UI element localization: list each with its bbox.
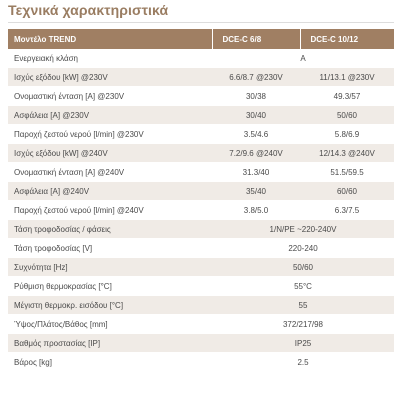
row-value-model-b: 49.3/57 — [300, 87, 394, 106]
merged-value-text: 55°C — [294, 281, 312, 291]
row-label: Βάρος [kg] — [8, 353, 212, 372]
merged-value-text: 2.5 — [297, 357, 309, 367]
table-row — [8, 353, 394, 372]
table-row — [8, 258, 394, 277]
table-row — [8, 68, 394, 87]
merged-value-text: 50/60 — [292, 262, 314, 272]
row-label: Τάση τροφοδοσίας / φάσεις — [8, 220, 212, 239]
row-value-model-b: 60/60 — [300, 182, 394, 201]
table-row — [8, 315, 394, 334]
row-label: Ονομαστική ένταση [A] @230V — [8, 87, 212, 106]
row-value-model-b: 51.5/59.5 — [300, 163, 394, 182]
row-label: Βαθμός προστασίας [IP] — [8, 334, 212, 353]
row-label: Ασφάλεια [A] @240V — [8, 182, 212, 201]
row-label: Ισχύς εξόδου [kW] @240V — [8, 144, 212, 163]
row-label: Συχνότητα [Hz] — [8, 258, 212, 277]
table-row — [8, 125, 394, 144]
section-title: Τεχνικά χαρακτηριστικά — [8, 2, 169, 18]
row-label: Ονομαστική ένταση [A] @240V — [8, 163, 212, 182]
specifications-table — [8, 29, 394, 372]
row-value-model-b: 6.3/7.5 — [300, 201, 394, 220]
row-label: Παροχή ζεστού νερού [l/min] @230V — [8, 125, 212, 144]
row-value-model-b: 12/14.3 @240V — [300, 144, 394, 163]
row-label: Ρύθμιση θερμοκρασίας [°C] — [8, 277, 212, 296]
row-value-model-a: 30/40 — [212, 106, 300, 125]
row-value-model-a: 31.3/40 — [212, 163, 300, 182]
merged-value-text: 372/217/98 — [282, 319, 324, 329]
table-body — [8, 49, 394, 372]
header-model-b: DCE-C 10/12 — [300, 29, 394, 49]
row-value-model-b: 50/60 — [300, 106, 394, 125]
table-row — [8, 201, 394, 220]
row-value-merged — [212, 296, 394, 315]
merged-value-text: IP25 — [294, 338, 312, 348]
header-model-label: Μοντέλο TREND — [8, 29, 212, 49]
row-label: Ασφάλεια [A] @230V — [8, 106, 212, 125]
table-row — [8, 144, 394, 163]
row-value-model-a: 3.8/5.0 — [212, 201, 300, 220]
row-value-merged — [212, 353, 394, 372]
row-value-merged — [212, 258, 394, 277]
header-model-a: DCE-C 6/8 — [212, 29, 300, 49]
merged-value-text: A — [300, 53, 306, 63]
merged-value-text: 1/N/PE ~220-240V — [269, 224, 337, 234]
row-label: Ισχύς εξόδου [kW] @230V — [8, 68, 212, 87]
title-divider — [8, 22, 394, 23]
row-value-merged — [212, 239, 394, 258]
table-row — [8, 87, 394, 106]
table-header-row — [8, 29, 394, 49]
row-value-model-a: 35/40 — [212, 182, 300, 201]
table-row — [8, 334, 394, 353]
row-value-model-a: 6.6/8.7 @230V — [212, 68, 300, 87]
table-row — [8, 182, 394, 201]
table-row — [8, 239, 394, 258]
row-value-model-b: 5.8/6.9 — [300, 125, 394, 144]
table-row — [8, 296, 394, 315]
table-row — [8, 277, 394, 296]
row-label: Τάση τροφοδοσίας [V] — [8, 239, 212, 258]
row-label: Μέγιστη θερμοκρ. εισόδου [°C] — [8, 296, 212, 315]
merged-value-text: 55 — [298, 300, 308, 310]
row-label: Ύψος/Πλάτος/Βάθος [mm] — [8, 315, 212, 334]
row-value-model-a: 30/38 — [212, 87, 300, 106]
row-label: Παροχή ζεστού νερού [l/min] @240V — [8, 201, 212, 220]
table-row — [8, 220, 394, 239]
table-row — [8, 163, 394, 182]
row-value-model-b: 11/13.1 @230V — [300, 68, 394, 87]
row-value-model-a: 7.2/9.6 @240V — [212, 144, 300, 163]
row-value-merged — [212, 49, 394, 68]
row-value-model-a: 3.5/4.6 — [212, 125, 300, 144]
merged-value-text: 220-240 — [288, 243, 318, 253]
row-value-merged — [212, 277, 394, 296]
row-value-merged — [212, 315, 394, 334]
row-label: Ενεργειακή κλάση — [8, 49, 212, 68]
row-value-merged — [212, 334, 394, 353]
row-value-merged — [212, 220, 394, 239]
table-row — [8, 106, 394, 125]
table-row — [8, 49, 394, 68]
